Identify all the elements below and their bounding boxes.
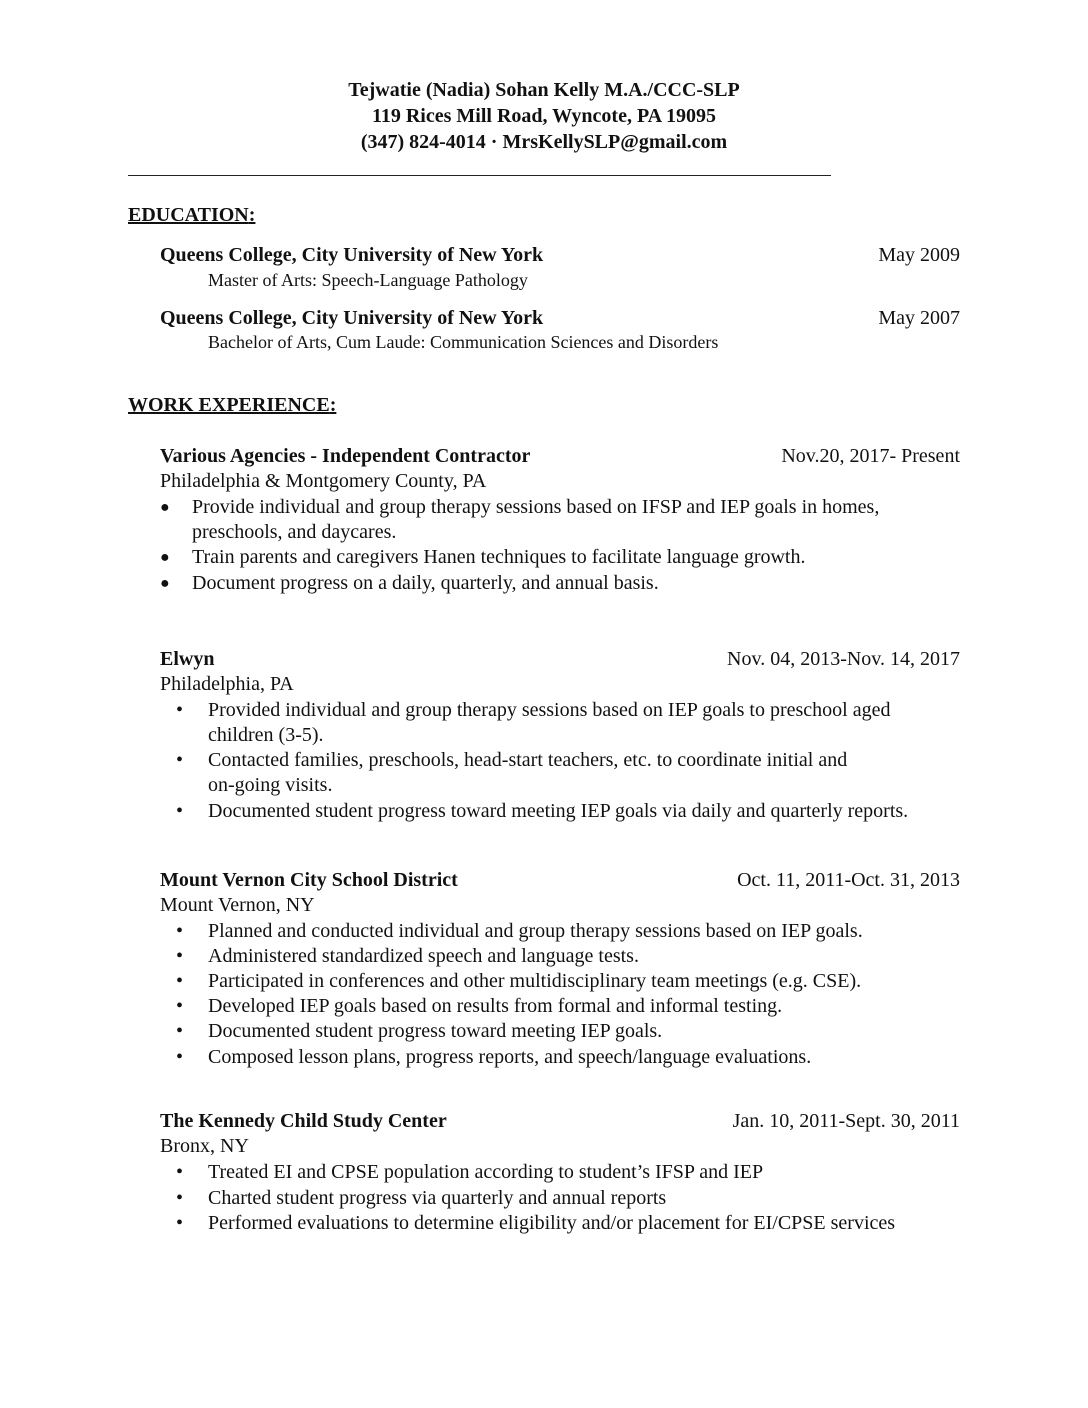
bullet-icon: • [176,1212,184,1234]
employer-name: Mount Vernon City School District [160,869,458,891]
bullet-text: Contacted families, preschools, head-start teachers, etc. to coordinate initial and [208,749,848,771]
bullet-icon: ● [160,549,170,566]
bullet-text: Performed evaluations to determine eligibility and/or placement for EI/CPSE services [208,1212,896,1234]
candidate-address: 119 Rices Mill Road, Wyncote, PA 19095 [371,105,717,127]
bullet-icon: • [176,749,184,771]
header-divider [128,175,831,176]
education-heading-label: EDUCATION [128,204,249,226]
bullet-icon: • [176,1020,184,1042]
bullet-text: Document progress on a daily, quarterly, and annual basis. [192,572,659,594]
job-location: Philadelphia & Montgomery County, PA [160,470,487,492]
education-heading [128,204,255,227]
employment-dates: Nov.20, 2017- Present [781,445,960,467]
bullet-text-continued: preschools, and daycares. [192,521,397,543]
bullet-text: Documented student progress toward meeting IEP goals. [208,1020,663,1042]
bullet-icon: • [176,1161,184,1183]
job-location: Mount Vernon, NY [160,894,315,916]
education-heading-colon: : [248,204,256,226]
education-entry [160,244,960,270]
bullet-text: Train parents and caregivers Hanen techniques to facilitate language growth. [192,546,806,568]
degree-name: Bachelor of Arts, Cum Laude: Communication Sciences and Disorders [208,332,719,352]
bullet-text-continued: children (3-5). [208,724,324,746]
job-location: Bronx, NY [160,1135,249,1157]
employer-name: Various Agencies - Independent Contractor [160,445,531,467]
bullet-icon: • [176,970,184,992]
graduation-date: May 2009 [878,244,960,266]
school-name: Queens College, City University of New York [160,307,544,329]
employer-name: Elwyn [160,648,215,670]
job-location: Philadelphia, PA [160,673,294,695]
bullet-text: Composed lesson plans, progress reports, and speech/language evaluations. [208,1046,812,1068]
school-name: Queens College, City University of New York [160,244,544,266]
employment-dates: Jan. 10, 2011-Sept. 30, 2011 [732,1110,960,1132]
bullet-text: Administered standardized speech and language tests. [208,945,639,967]
bullet-text: Documented student progress toward meeting IEP goals via daily and quarterly reports. [208,800,909,822]
degree-name: Master of Arts: Speech-Language Pathology [208,270,528,290]
employer-name: The Kennedy Child Study Center [160,1110,447,1132]
bullet-text: Provided individual and group therapy sessions based on IEP goals to preschool aged [208,699,891,721]
bullet-text: Provide individual and group therapy sessions based on IFSP and IEP goals in homes, [192,496,880,518]
bullet-icon: • [176,1046,184,1068]
graduation-date: May 2007 [878,307,960,329]
job-header [160,648,960,674]
job-header [160,1110,960,1136]
bullet-icon: • [176,995,184,1017]
employment-dates: Oct. 11, 2011-Oct. 31, 2013 [737,869,960,891]
education-entry [160,307,960,333]
bullet-text: Developed IEP goals based on results from formal and informal testing. [208,995,783,1017]
bullet-text-continued: on-going visits. [208,774,333,796]
job-header [160,445,960,471]
bullet-text: Charted student progress via quarterly and annual reports [208,1187,667,1209]
candidate-contact: (347) 824-4014 · MrsKellySLP@gmail.com [360,131,728,153]
employment-dates: Nov. 04, 2013-Nov. 14, 2017 [727,648,960,670]
job-header [160,869,960,895]
bullet-icon: • [176,920,184,942]
bullet-icon: ● [160,575,170,592]
bullet-text: Planned and conducted individual and group therapy sessions based on IEP goals. [208,920,863,942]
bullet-icon: • [176,945,184,967]
bullet-icon: • [176,699,184,721]
work-experience-heading [128,394,336,417]
bullet-icon: • [176,800,184,822]
bullet-text: Treated EI and CPSE population according to student’s IFSP and IEP [208,1161,764,1183]
resume-header [0,77,1088,155]
bullet-icon: • [176,1187,184,1209]
work-heading-colon: : [329,394,337,416]
bullet-text: Participated in conferences and other multidisciplinary team meetings (e.g. CSE). [208,970,862,992]
bullet-icon: ● [160,499,170,516]
candidate-name: Tejwatie (Nadia) Sohan Kelly M.A./CCC-SLP [348,79,740,101]
work-heading-label: WORK EXPERIENCE [128,394,330,416]
